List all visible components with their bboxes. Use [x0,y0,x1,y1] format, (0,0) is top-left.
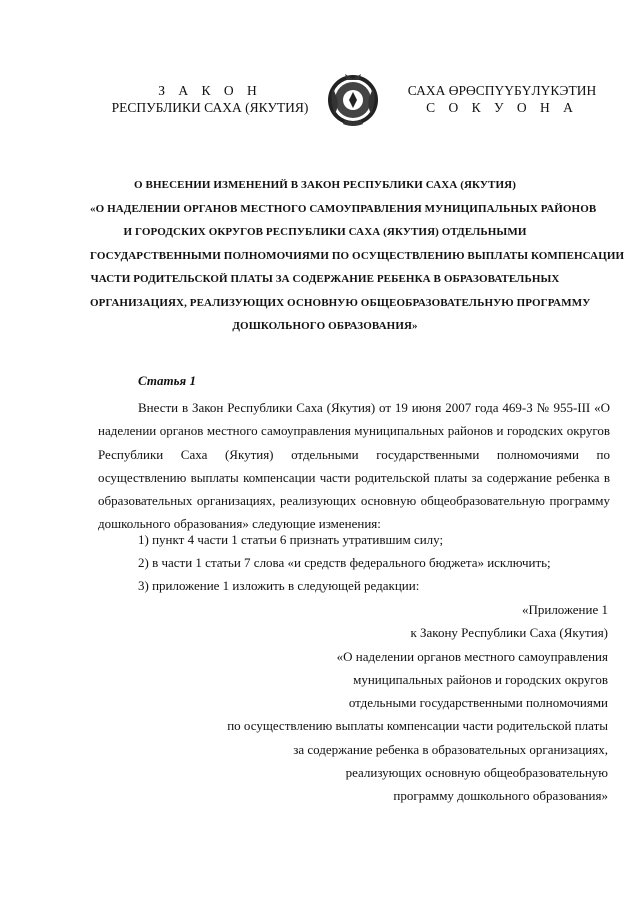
appendix-line: «Приложение 1 [521,602,608,617]
appendix-line: реализующих основную общеобразовательную [345,765,608,781]
appendix-line: муниципальных районов и городских округов [353,671,608,687]
appendix-block [128,598,608,808]
header-right [392,82,612,116]
header-left-line1: З А К О Н [158,83,262,98]
title-line: ГОСУДАРСТВЕННЫМИ ПОЛНОМОЧИЯМИ ПО ОСУЩЕСТВЛЕНИЮ ВЫПЛАТЫ КОМПЕНСАЦИИ [90,249,625,262]
header-left [95,82,325,116]
header-right-line2: С О К У О Н А [426,100,578,115]
amendment-item: 2) в части 1 статьи 7 слова «и средств федерального бюджета» исключить; [138,555,551,570]
title-line: О ВНЕСЕНИИ ИЗМЕНЕНИЙ В ЗАКОН РЕСПУБЛИКИ САХА (ЯКУТИЯ) [134,179,516,191]
appendix-line: программу дошкольного образования» [393,788,608,804]
title-line: «О НАДЕЛЕНИИ ОРГАНОВ МЕСТНОГО САМОУПРАВЛЕНИЯ МУНИЦИПАЛЬНЫХ РАЙОНОВ [90,202,597,215]
law-title [90,174,625,339]
appendix-line: к Закону Республики Саха (Якутия) [410,625,608,641]
title-line: ДОШКОЛЬНОГО ОБРАЗОВАНИЯ» [232,320,418,332]
title-line: ОРГАНИЗАЦИЯХ, РЕАЛИЗУЮЩИХ ОСНОВНУЮ ОБЩЕОБРАЗОВАТЕЛЬНУЮ ПРОГРАММУ [90,296,591,309]
article-body [98,396,610,536]
title-line: И ГОРОДСКИХ ОКРУГОВ РЕСПУБЛИКИ САХА (ЯКУТИЯ) ОТДЕЛЬНЫМИ [123,226,527,238]
appendix-line: за содержание ребенка в образовательных организациях, [293,741,608,757]
appendix-line: отдельными государственными полномочиями [348,695,608,711]
appendix-line: по осуществлению выплаты компенсации части родительской платы [227,718,608,734]
header-left-line2: РЕСПУБЛИКИ САХА (ЯКУТИЯ) [111,100,309,115]
coat-of-arms-emblem [325,70,381,130]
appendix-line: «О наделении органов местного самоуправления [336,648,608,664]
amendment-item: 3) приложение 1 изложить в следующей редакции: [138,578,420,593]
article-paragraph: Внести в Закон Республики Саха (Якутия) от 19 июня 2007 года 469-З № 955-III «О наделении органов местного самоуправления муниципальных районов и городских округов Республики Саха (Якутия) отдельными государственными полномочиями по осуществлению выплаты компенсации части родительской платы за содержание ребенка в образовательных организациях, реализующих основную общеобразовательную программу дошкольного образования» следующие изменения: [98,400,610,532]
article-heading: Статья 1 [138,373,196,388]
amendment-item: 1) пункт 4 части 1 статьи 6 признать утратившим силу; [138,532,444,547]
title-line: ЧАСТИ РОДИТЕЛЬСКОЙ ПЛАТЫ ЗА СОДЕРЖАНИЕ РЕБЕНКА В ОБРАЗОВАТЕЛЬНЫХ [90,273,560,285]
header-right-line1: САХА ӨРӨСПҮҮБҮЛҮКЭТИН [407,83,597,98]
